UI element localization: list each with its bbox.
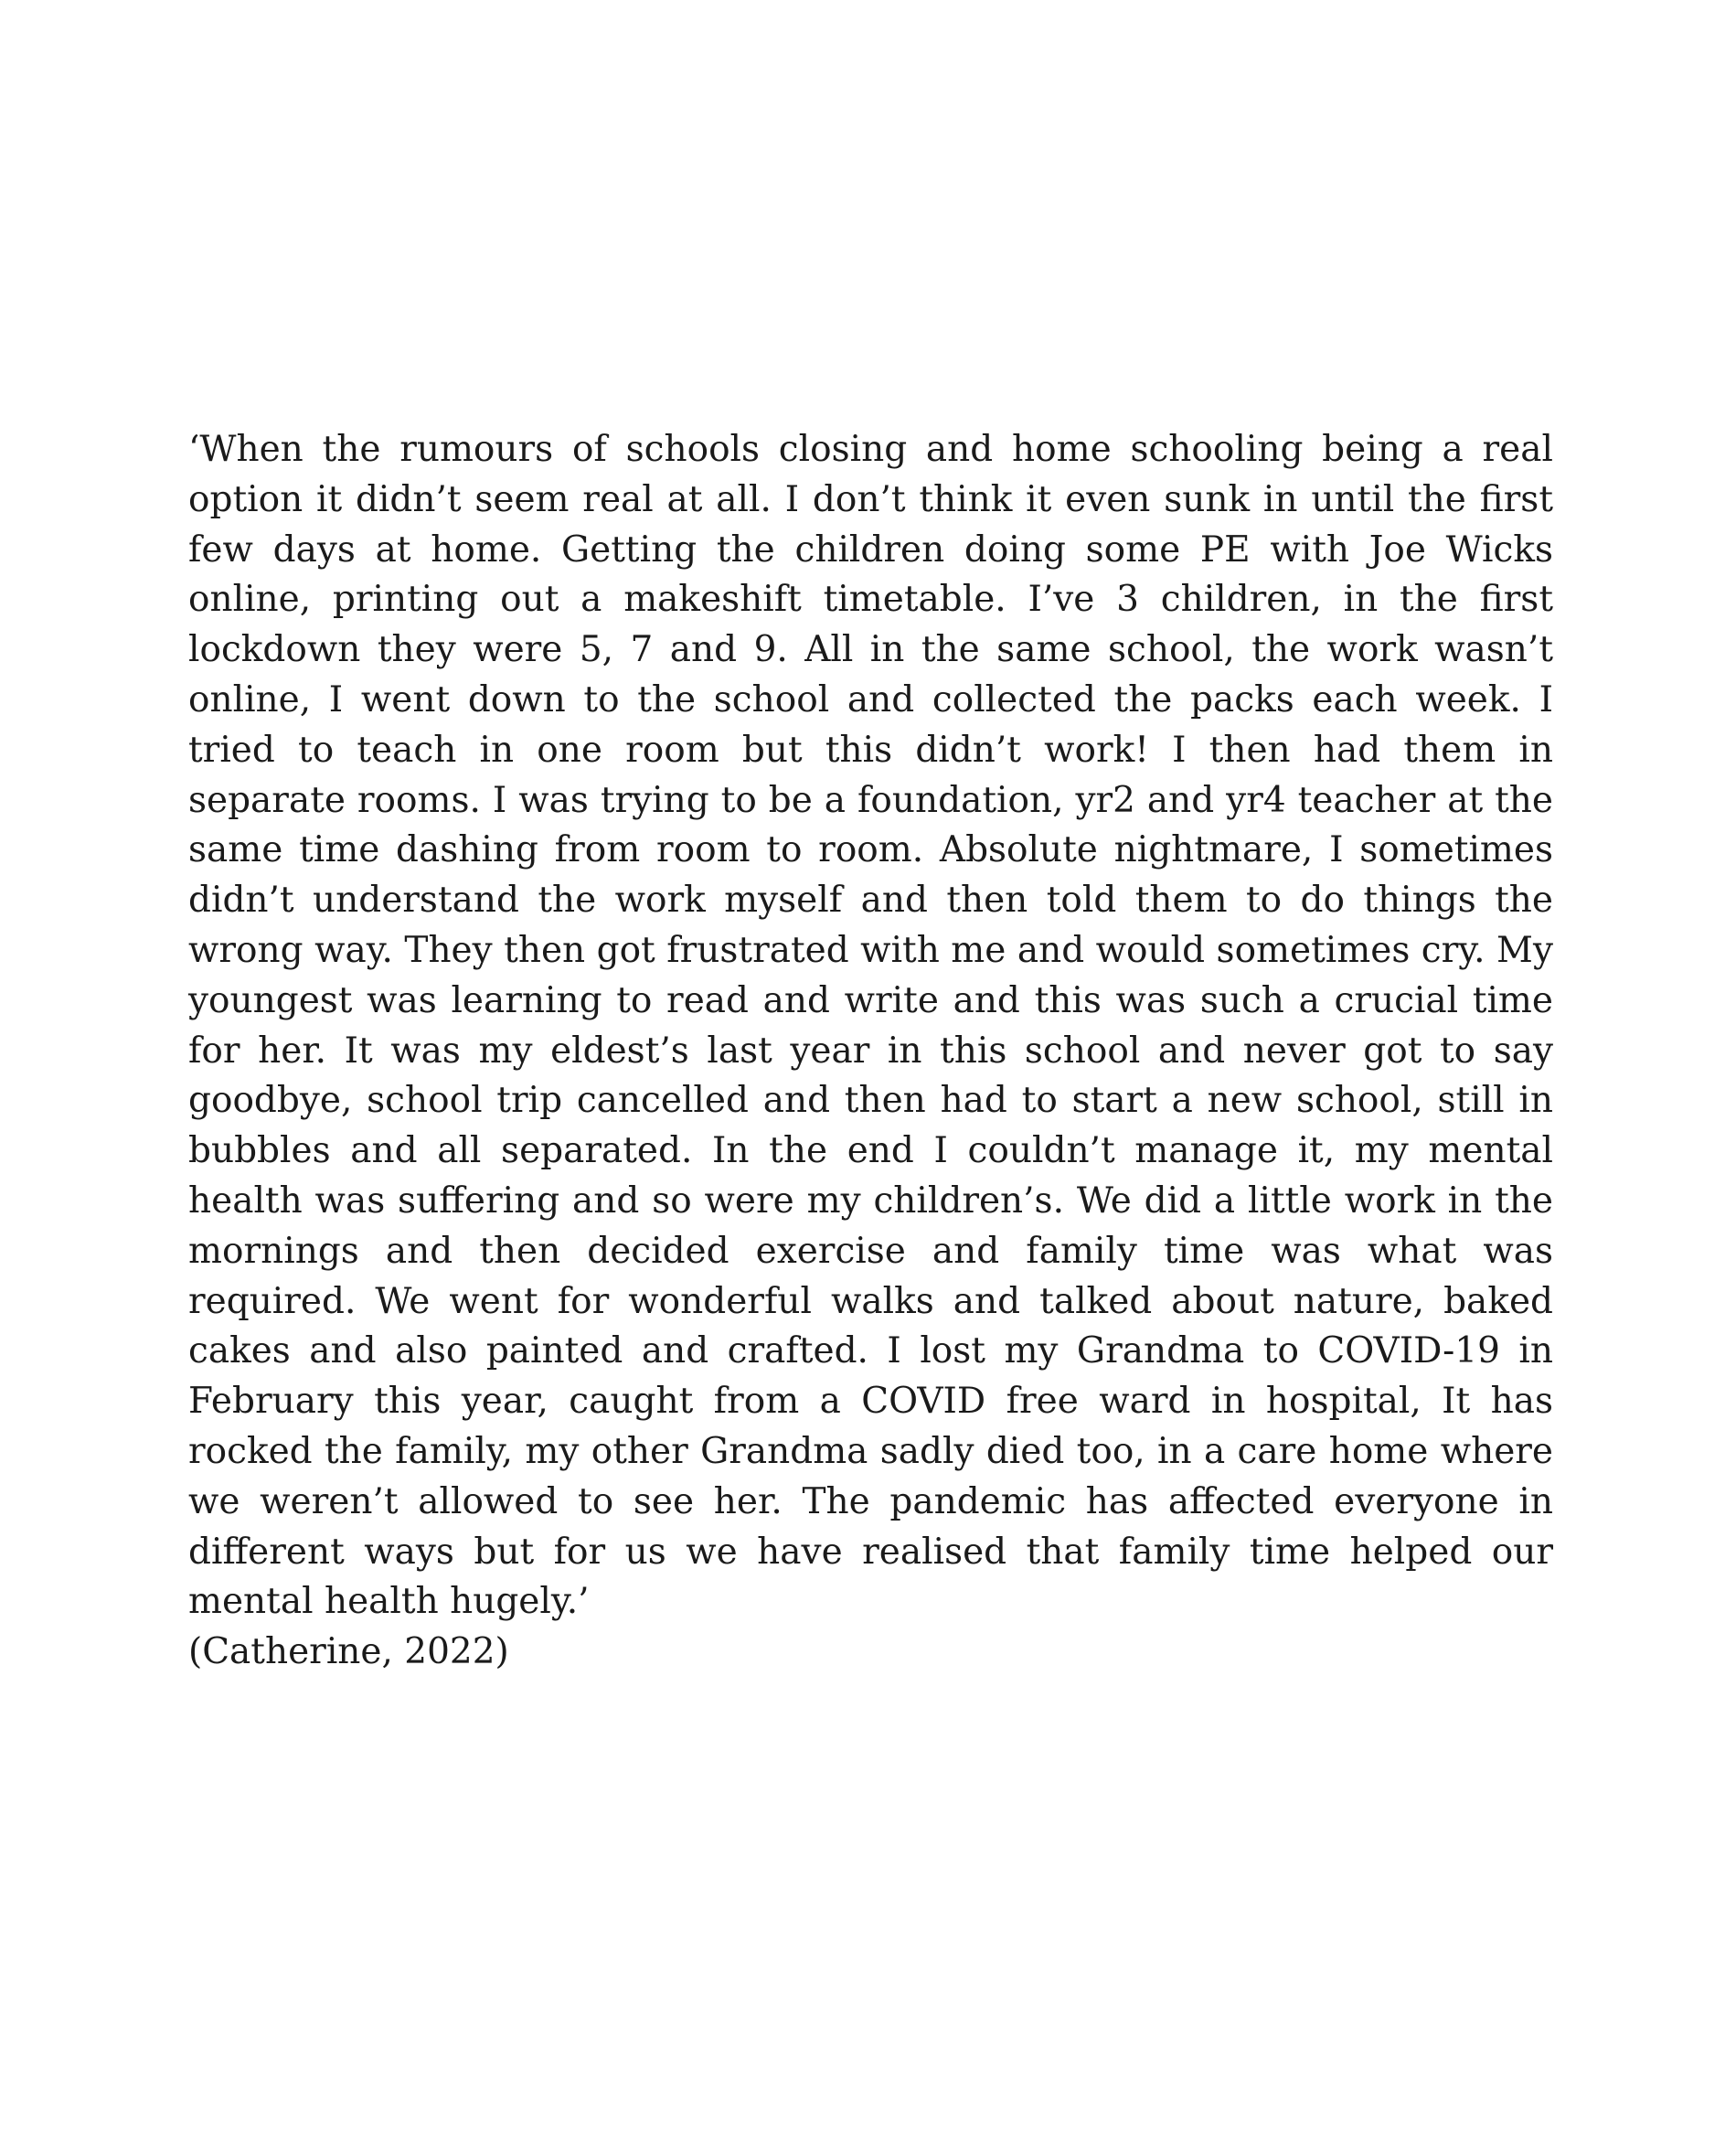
- quote-text: ‘When the rumours of schools closing and home schooling being a real option it didn’t seem real at all. I don’t think it even sunk in until the first few days at home. Getting the children doing some PE with Joe Wicks online, printing out a makeshift timetable. I’ve 3 children, in the first lockdown they were 5, 7 and 9. All in the same school, the work wasn’t online, I went down to the school and collected the packs each week. I tried to teach in one room but this didn’t work! I then had them in separate rooms. I was trying to be a foundation, yr2 and yr4 teacher at the same time dashing from room to room. Absolute nightmare, I sometimes didn’t understand the work myself and then told them to do things the wrong way. They then got frustrated with me and would sometimes cry. My youngest was learning to read and write and this was such a crucial time for her. It was my eldest’s last year in this school and never got to say goodbye, school trip cancelled and then had to start a new school, still in bubbles and all separated. In the end I couldn’t manage it, my mental health was suffering and so were my children’s. We did a little work in the mornings and then decided exercise and family time was what was required. We went for wonderful walks and talked about nature, baked cakes and also painted and crafted. I lost my Grandma to COVID-19 in February this year, caught from a COVID free ward in hospital, It has rocked the family, my other Grandma sadly died too, in a care home where we weren’t allowed to see her. The pandemic has affected everyone in different ways but for us we have realised that family time helped our mental health hugely.’: [188, 429, 1553, 1623]
- quote-block: [188, 425, 1553, 1678]
- quote-citation: (Catherine, 2022): [188, 1631, 509, 1673]
